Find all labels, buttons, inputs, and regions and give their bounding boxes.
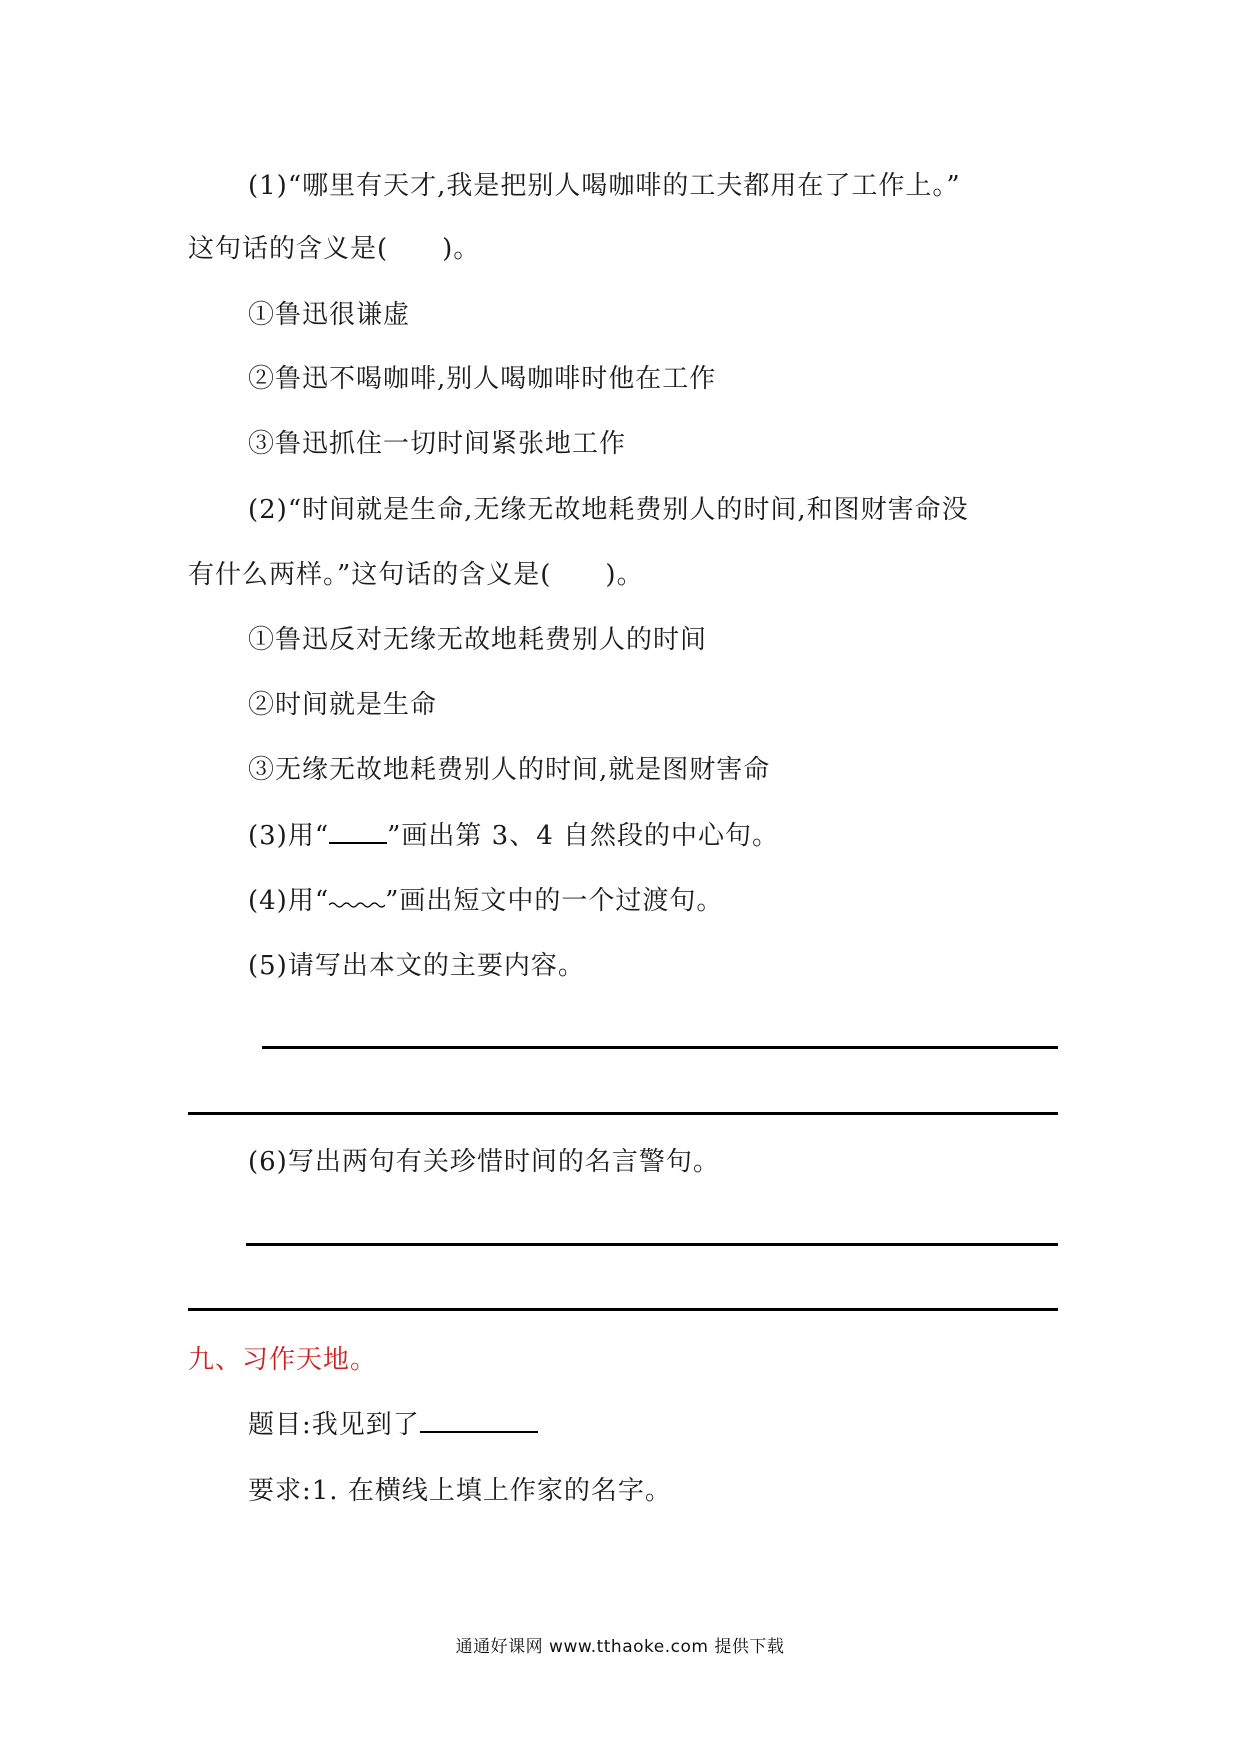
q4-prefix: (4)用“ xyxy=(248,886,330,916)
section-9-requirement: 要求:1. 在横线上填上作家的名字。 xyxy=(248,1476,672,1506)
q2-option-2: ②时间就是生命 xyxy=(248,690,438,720)
q6-prompt: (6)写出两句有关珍惜时间的名言警句。 xyxy=(248,1147,720,1177)
section-9-title-line xyxy=(248,1405,538,1445)
q5-prompt: (5)请写出本文的主要内容。 xyxy=(248,951,585,981)
section-9-heading: 九、习作天地。 xyxy=(188,1345,378,1375)
q6-answer-line-2[interactable] xyxy=(188,1308,1058,1311)
q1-option-1: ①鲁迅很谦虚 xyxy=(248,300,411,330)
q3-suffix: ”画出第 3、4 自然段的中心句。 xyxy=(387,821,780,851)
q2-stem-line2: 有什么两样。”这句话的含义是( )。 xyxy=(188,560,644,590)
q1-stem-line2: 这句话的含义是( )。 xyxy=(188,234,481,264)
q1-stem-line1: (1)“哪里有天才,我是把别人喝咖啡的工夫都用在了工作上。” xyxy=(248,171,961,201)
straight-underline-mark xyxy=(329,820,387,844)
q1-option-2: ②鲁迅不喝咖啡,别人喝咖啡时他在工作 xyxy=(248,364,717,394)
q6-answer-line-1[interactable] xyxy=(246,1243,1058,1246)
q4-suffix: ”画出短文中的一个过渡句。 xyxy=(385,886,724,916)
title-blank[interactable] xyxy=(420,1409,538,1433)
q3-prefix: (3)用“ xyxy=(248,821,330,851)
q5-answer-line-1[interactable] xyxy=(262,1046,1058,1049)
q2-option-3: ③无缘无故地耗费别人的时间,就是图财害命 xyxy=(248,755,771,785)
q4-line xyxy=(248,881,723,921)
q1-option-3: ③鲁迅抓住一切时间紧张地工作 xyxy=(248,429,627,459)
footer-text: 通通好课网 www.tthaoke.com 提供下载 xyxy=(455,1637,785,1657)
q2-option-1: ①鲁迅反对无缘无故地耗费别人的时间 xyxy=(248,625,708,655)
q5-answer-line-2[interactable] xyxy=(188,1112,1058,1115)
wavy-underline-icon xyxy=(329,899,385,909)
q2-stem-line1: (2)“时间就是生命,无缘无故地耗费别人的时间,和图财害命没 xyxy=(248,495,969,525)
q3-line xyxy=(248,816,779,856)
title-prefix: 题目:我见到了 xyxy=(248,1410,420,1440)
